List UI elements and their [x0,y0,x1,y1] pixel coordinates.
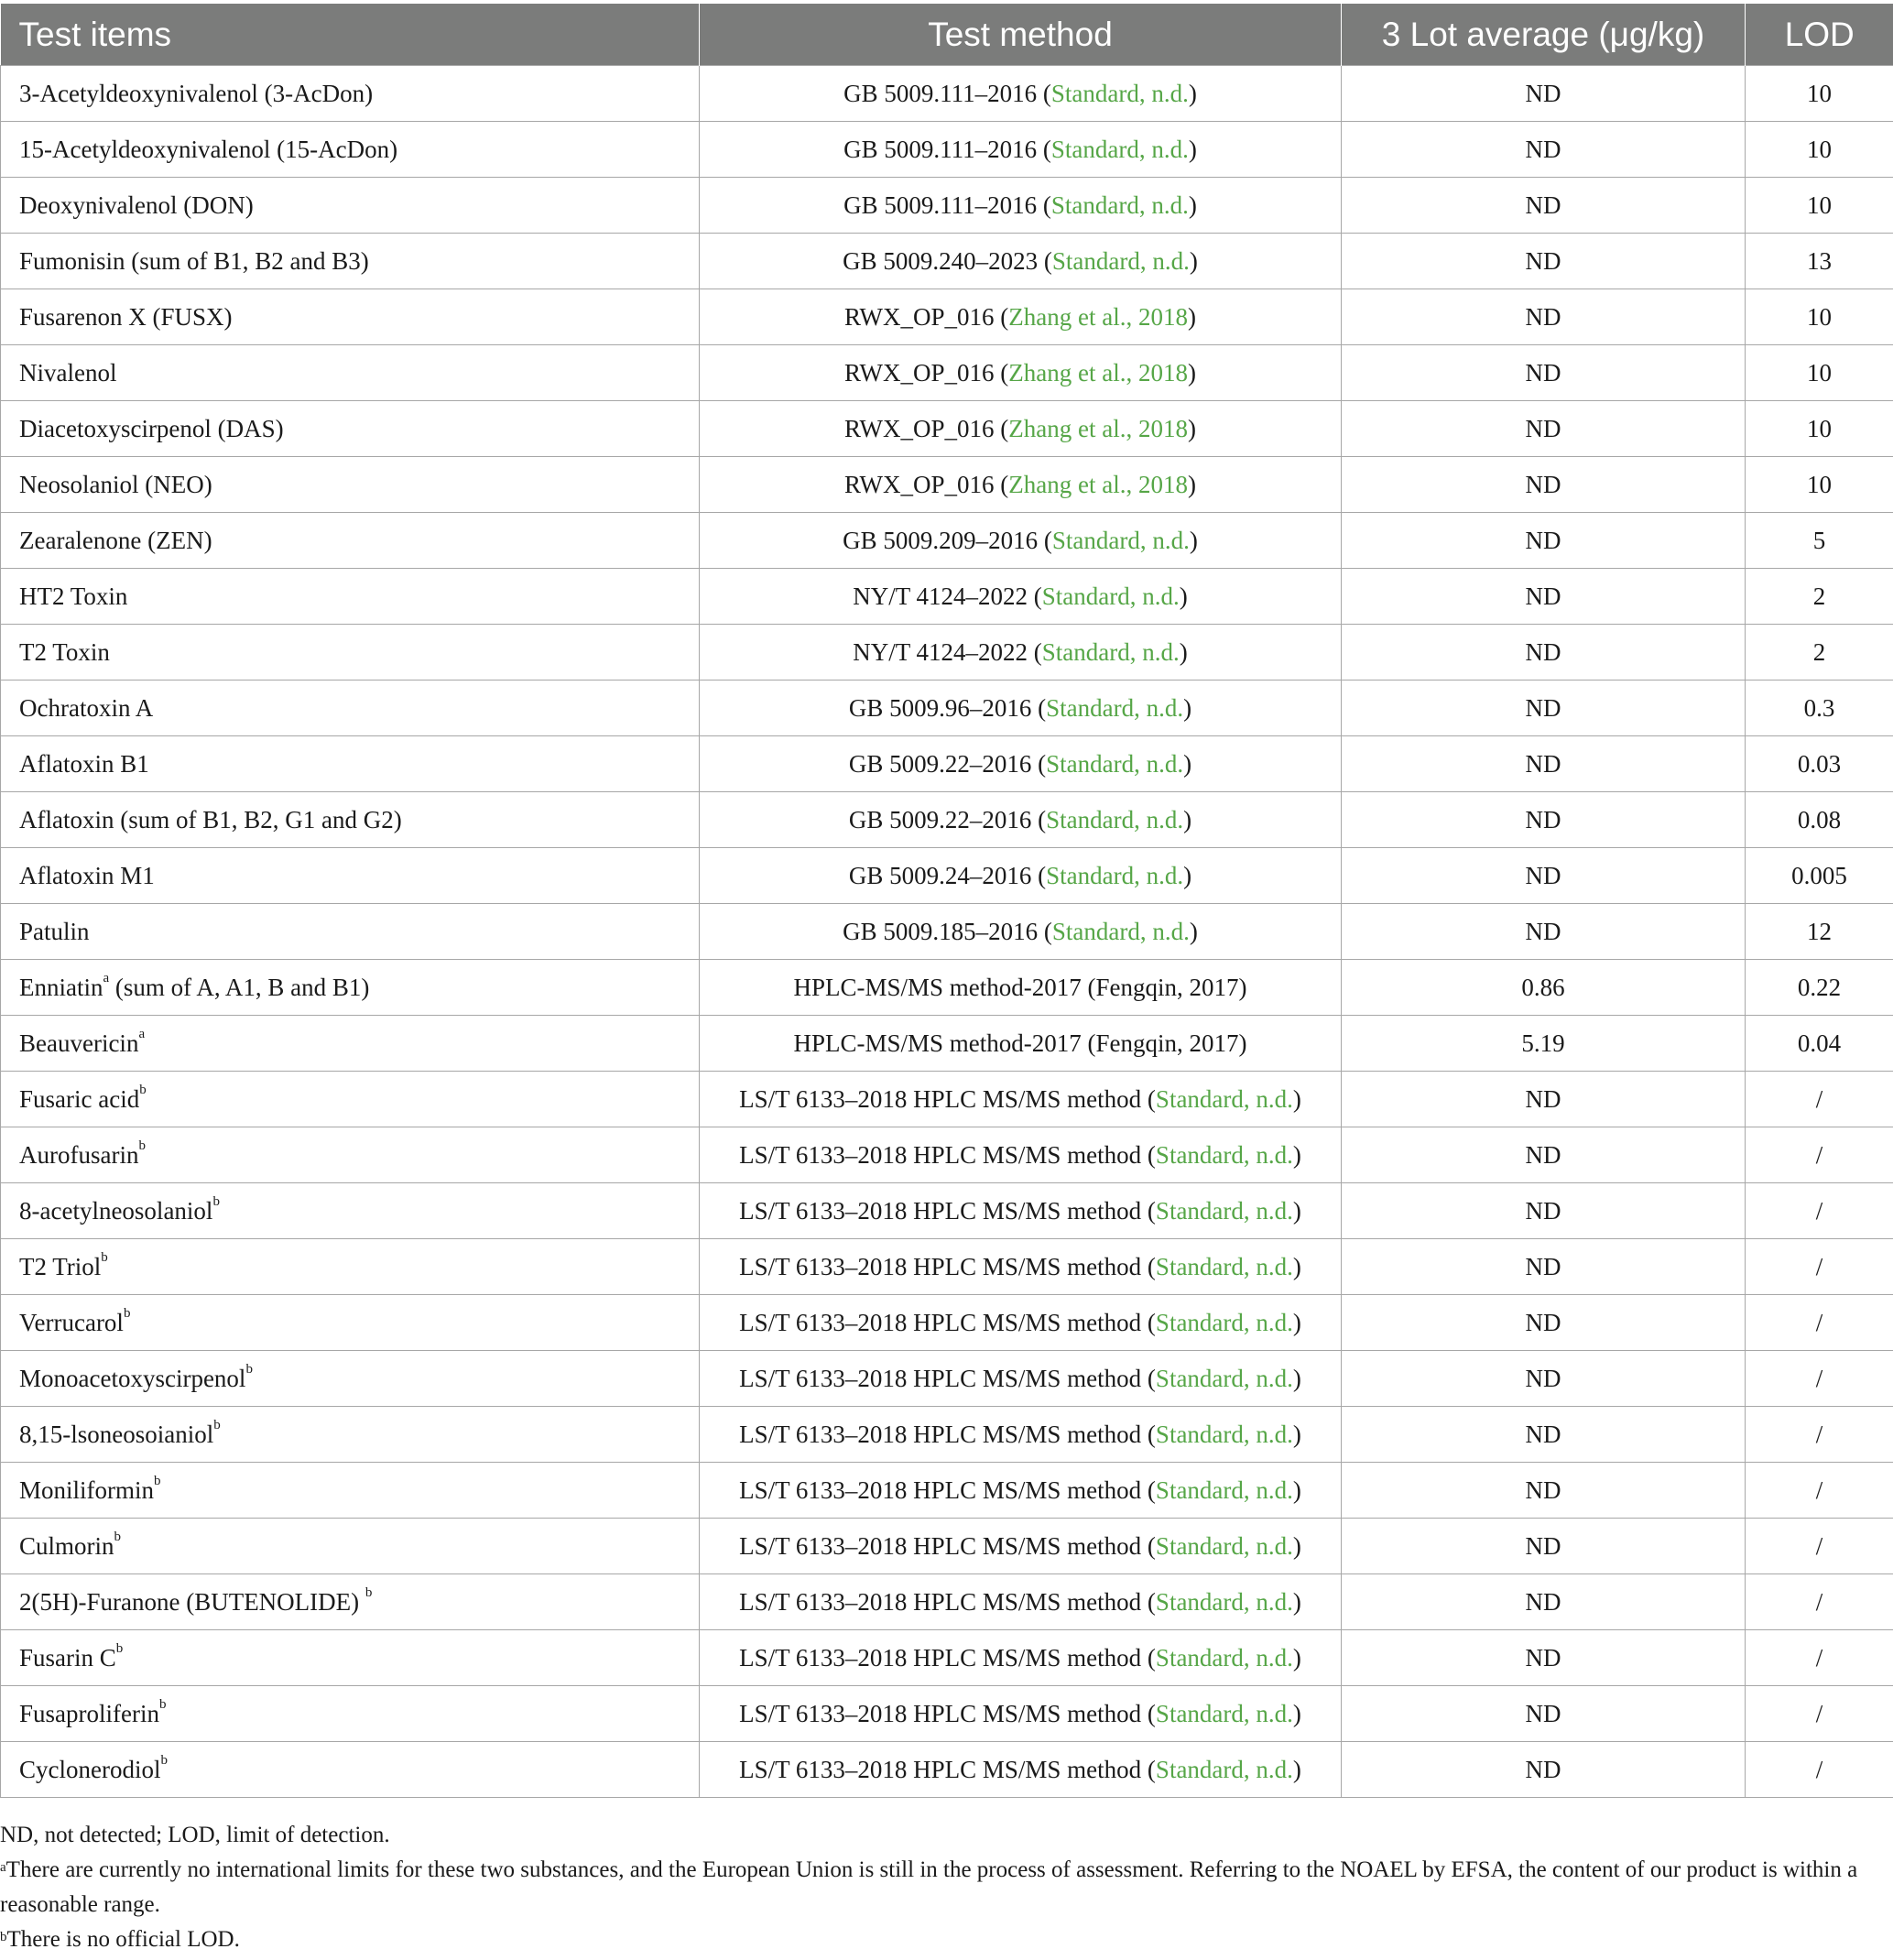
table-row [1,178,1893,234]
table-row [1,848,1893,904]
lod-cell: / [1746,1574,1893,1630]
table-row [1,345,1893,401]
lod-cell: / [1746,1351,1893,1407]
test-method-text: HPLC-MS/MS method-2017 [793,1029,1088,1057]
lot-average-cell: ND [1342,66,1746,122]
table-row [1,681,1893,736]
lod-cell: 0.03 [1746,736,1893,792]
header-lot-average: 3 Lot average (μg/kg) [1342,4,1746,66]
lot-average-cell: ND [1342,1574,1746,1630]
reference-link[interactable]: Standard, n.d. [1155,1196,1293,1225]
lot-average-cell: ND [1342,625,1746,681]
test-method-text: GB 5009.24–2016 [848,861,1039,889]
footnote-b-mark: b [0,1930,7,1944]
test-method-text: GB 5009.96–2016 [848,693,1039,722]
reference-link[interactable]: Standard, n.d. [1155,1140,1293,1169]
lod-cell: 10 [1746,345,1893,401]
test-method-text: NY/T 4124–2022 [853,637,1034,666]
lod-cell: / [1746,1519,1893,1574]
lod-cell: / [1746,1407,1893,1463]
table-row [1,1686,1893,1742]
table-row [1,513,1893,569]
test-method-cell: GB 5009.24–2016 (Standard, n.d.) [700,848,1342,904]
lot-average-cell: ND [1342,792,1746,848]
test-method-text: GB 5009.111–2016 [843,135,1043,163]
test-method-cell: GB 5009.185–2016 (Standard, n.d.) [700,904,1342,960]
test-item-cell [1,1463,700,1519]
reference-link[interactable]: Standard, n.d. [1155,1364,1293,1392]
test-method-cell: GB 5009.96–2016 (Standard, n.d.) [700,681,1342,736]
test-item-name: T2 Toxin [19,637,110,666]
footnote-marker: b [123,1305,131,1321]
test-item-name: Aurofusarin [19,1140,139,1169]
reference-link[interactable]: Standard, n.d. [1050,135,1189,163]
test-item-cell [1,681,700,736]
test-method-cell: LS/T 6133–2018 HPLC MS/MS method (Standard, n.d.) [700,1183,1342,1239]
test-item-name: Neosolaniol (NEO) [19,470,212,498]
table-row [1,457,1893,513]
test-method-cell: GB 5009.111–2016 (Standard, n.d.) [700,122,1342,178]
lot-average-cell: ND [1342,289,1746,345]
lod-cell: 0.04 [1746,1016,1893,1072]
reference-link[interactable]: Standard, n.d. [1051,526,1190,554]
table-header-row [1,4,1893,66]
lot-average-cell: ND [1342,1072,1746,1127]
test-item-name: Fusarin C [19,1643,116,1671]
lod-cell: 13 [1746,234,1893,289]
test-item-name: Monoacetoxyscirpenol [19,1364,246,1392]
test-method-text: LS/T 6133–2018 HPLC MS/MS method [739,1475,1148,1504]
test-item-name: 2(5H)-Furanone (BUTENOLIDE) [19,1587,365,1616]
reference-link[interactable]: Standard, n.d. [1046,749,1184,778]
footnote-marker: b [158,1696,167,1712]
lot-average-cell: ND [1342,1239,1746,1295]
header-lod: LOD [1746,4,1893,66]
lot-average-cell: ND [1342,122,1746,178]
test-item-name: Aflatoxin M1 [19,861,155,889]
lot-average-cell: ND [1342,1183,1746,1239]
footnote-b-text: There is no official LOD. [6,1927,240,1952]
reference-link[interactable]: Standard, n.d. [1155,1475,1293,1504]
test-item-cell [1,513,700,569]
lod-cell: 2 [1746,569,1893,625]
table-row [1,1574,1893,1630]
test-method-text: HPLC-MS/MS method-2017 [793,973,1088,1001]
table-row [1,569,1893,625]
table-row [1,1742,1893,1798]
test-method-cell: GB 5009.111–2016 (Standard, n.d.) [700,178,1342,234]
test-item-cell [1,1351,700,1407]
test-method-cell: GB 5009.209–2016 (Standard, n.d.) [700,513,1342,569]
test-method-text: GB 5009.185–2016 [843,917,1044,945]
test-item-name: Patulin [19,917,90,945]
test-method-text: LS/T 6133–2018 HPLC MS/MS method [739,1308,1148,1336]
table-row [1,1127,1893,1183]
test-method-cell: RWX_OP_016 (Zhang et al., 2018) [700,345,1342,401]
lot-average-cell: ND [1342,1519,1746,1574]
test-item-cell [1,904,700,960]
test-item-cell [1,401,700,457]
test-method-text: LS/T 6133–2018 HPLC MS/MS method [739,1531,1148,1560]
test-method-text: LS/T 6133–2018 HPLC MS/MS method [739,1364,1148,1392]
table-row [1,1463,1893,1519]
test-item-cell [1,122,700,178]
footnote-b [0,1922,1893,1957]
lot-average-cell: ND [1342,1127,1746,1183]
header-test-items: Test items [1,4,700,66]
test-method-text: LS/T 6133–2018 HPLC MS/MS method [739,1587,1148,1616]
test-method-cell: RWX_OP_016 (Zhang et al., 2018) [700,457,1342,513]
test-item-name: Beauvericin [19,1029,139,1057]
footnote-marker: b [154,1473,161,1488]
lod-cell: / [1746,1239,1893,1295]
lod-cell: / [1746,1295,1893,1351]
lot-average-cell: ND [1342,1742,1746,1798]
test-method-cell: NY/T 4124–2022 (Standard, n.d.) [700,569,1342,625]
table-row [1,1183,1893,1239]
test-item-name: Fumonisin (sum of B1, B2 and B3) [19,246,369,275]
test-method-text: LS/T 6133–2018 HPLC MS/MS method [739,1643,1148,1671]
test-method-cell: LS/T 6133–2018 HPLC MS/MS method (Standard, n.d.) [700,1742,1342,1798]
lot-average-cell: ND [1342,681,1746,736]
reference-link[interactable]: Zhang et al., 2018 [1008,414,1188,442]
test-method-text: LS/T 6133–2018 HPLC MS/MS method [739,1196,1148,1225]
test-method-text: LS/T 6133–2018 HPLC MS/MS method [739,1140,1148,1169]
footnote-abbreviations: ND, not detected; LOD, limit of detection. [0,1823,390,1847]
reference-link[interactable]: Standard, n.d. [1155,1420,1293,1448]
test-item-cell [1,1742,700,1798]
test-item-name: Ochratoxin A [19,693,154,722]
reference-link[interactable]: Standard, n.d. [1051,917,1190,945]
test-item-name: Verrucarol [19,1308,124,1336]
footnote-a [0,1853,1893,1922]
lot-average-cell: ND [1342,1630,1746,1686]
test-method-text: LS/T 6133–2018 HPLC MS/MS method [739,1755,1148,1783]
lod-cell: / [1746,1686,1893,1742]
reference-link[interactable]: Standard, n.d. [1046,861,1184,889]
table-row [1,904,1893,960]
reference-link[interactable]: Zhang et al., 2018 [1008,302,1188,331]
lod-cell: 0.3 [1746,681,1893,736]
table-row [1,1072,1893,1127]
lod-cell: / [1746,1127,1893,1183]
lod-cell: 10 [1746,401,1893,457]
footnote-marker: b [212,1193,220,1209]
test-method-text: LS/T 6133–2018 HPLC MS/MS method [739,1699,1148,1727]
lot-average-cell: 5.19 [1342,1016,1746,1072]
test-item-cell [1,625,700,681]
reference-link[interactable]: Standard, n.d. [1046,805,1184,833]
test-method-cell: LS/T 6133–2018 HPLC MS/MS method (Standard, n.d.) [700,1127,1342,1183]
test-item-cell [1,1072,700,1127]
table-row [1,66,1893,122]
test-method-cell: NY/T 4124–2022 (Standard, n.d.) [700,625,1342,681]
test-item-cell [1,960,700,1016]
test-method-cell: GB 5009.240–2023 (Standard, n.d.) [700,234,1342,289]
test-method-text: GB 5009.240–2023 [843,246,1044,275]
table-row [1,625,1893,681]
lot-average-cell: ND [1342,904,1746,960]
test-method-text: GB 5009.22–2016 [848,749,1039,778]
test-item-cell [1,1016,700,1072]
test-item-cell [1,66,700,122]
test-item-name: Fusarenon X (FUSX) [19,302,233,331]
test-item-cell [1,457,700,513]
lod-cell: / [1746,1742,1893,1798]
test-item-name: Enniatin [19,973,103,1001]
mycotoxin-test-table [0,4,1893,1798]
test-method-text: LS/T 6133–2018 HPLC MS/MS method [739,1252,1148,1280]
reference-link[interactable]: Standard, n.d. [1155,1755,1293,1783]
lod-cell: 2 [1746,625,1893,681]
reference-text: Fengqin, 2017 [1095,1029,1239,1057]
test-item-name: Moniliformin [19,1475,154,1504]
table-row [1,1016,1893,1072]
lot-average-cell: ND [1342,569,1746,625]
test-method-cell: LS/T 6133–2018 HPLC MS/MS method (Standard, n.d.) [700,1351,1342,1407]
reference-link[interactable]: Standard, n.d. [1155,1308,1293,1336]
test-method-text: GB 5009.209–2016 [843,526,1044,554]
test-item-cell [1,1686,700,1742]
test-item-cell [1,178,700,234]
test-method-cell: LS/T 6133–2018 HPLC MS/MS method (Standard, n.d.) [700,1574,1342,1630]
reference-link[interactable]: Standard, n.d. [1050,79,1189,107]
test-item-name: 8,15-lsoneosoianiol [19,1420,214,1448]
table-footnotes [0,1818,1893,1957]
lod-cell: 0.005 [1746,848,1893,904]
footnote-marker: b [115,1640,124,1656]
footnote-a-text: There are currently no international limits for these two substances, and the European Union is still in the process of assessment. Referring to the NOAEL by EFSA, the content of our product is within a reasonable range. [0,1857,1858,1917]
lod-cell: 0.22 [1746,960,1893,1016]
test-item-cell [1,1407,700,1463]
lot-average-cell: ND [1342,1295,1746,1351]
test-item-cell [1,234,700,289]
lot-average-cell: ND [1342,513,1746,569]
table-row [1,960,1893,1016]
footnote-marker: b [160,1752,168,1768]
test-method-text: GB 5009.22–2016 [848,805,1039,833]
test-item-cell [1,1630,700,1686]
footnote-marker: b [101,1249,108,1265]
lod-cell: 5 [1746,513,1893,569]
test-item-name: 15-Acetyldeoxynivalenol (15-AcDon) [19,135,398,163]
test-item-name: Fusaproliferin [19,1699,159,1727]
table-body [1,66,1893,1798]
test-item-cell [1,848,700,904]
test-item-name: T2 Triol [19,1252,102,1280]
test-method-text: LS/T 6133–2018 HPLC MS/MS method [739,1084,1148,1113]
lod-cell: 10 [1746,66,1893,122]
reference-link[interactable]: Standard, n.d. [1155,1252,1293,1280]
test-item-cell [1,1295,700,1351]
test-item-cell [1,1574,700,1630]
lot-average-cell: ND [1342,234,1746,289]
lot-average-cell: ND [1342,178,1746,234]
lod-cell: 10 [1746,178,1893,234]
test-method-cell: LS/T 6133–2018 HPLC MS/MS method (Standard, n.d.) [700,1407,1342,1463]
lot-average-cell: ND [1342,736,1746,792]
table-row [1,1407,1893,1463]
test-method-text: LS/T 6133–2018 HPLC MS/MS method [739,1420,1148,1448]
test-item-cell [1,1519,700,1574]
reference-link[interactable]: Zhang et al., 2018 [1008,470,1188,498]
test-method-cell: LS/T 6133–2018 HPLC MS/MS method (Standard, n.d.) [700,1519,1342,1574]
reference-text: Fengqin, 2017 [1095,973,1239,1001]
test-method-cell: RWX_OP_016 (Zhang et al., 2018) [700,289,1342,345]
test-method-text: NY/T 4124–2022 [853,582,1034,610]
lod-cell: / [1746,1183,1893,1239]
lot-average-cell: ND [1342,401,1746,457]
lod-cell: / [1746,1630,1893,1686]
test-method-cell: LS/T 6133–2018 HPLC MS/MS method (Standard, n.d.) [700,1686,1342,1742]
table-row [1,1239,1893,1295]
reference-link[interactable]: Standard, n.d. [1041,637,1180,666]
test-item-cell [1,569,700,625]
footnote-marker: b [114,1529,122,1544]
test-item-name: Culmorin [19,1531,114,1560]
test-method-cell: LS/T 6133–2018 HPLC MS/MS method (Standard, n.d.) [700,1295,1342,1351]
reference-link[interactable]: Standard, n.d. [1050,191,1189,219]
test-method-text: GB 5009.111–2016 [843,79,1043,107]
lot-average-cell: 0.86 [1342,960,1746,1016]
test-method-cell: GB 5009.22–2016 (Standard, n.d.) [700,736,1342,792]
reference-link[interactable]: Standard, n.d. [1155,1699,1293,1727]
reference-link[interactable]: Standard, n.d. [1155,1587,1293,1616]
lod-cell: / [1746,1072,1893,1127]
reference-link[interactable]: Standard, n.d. [1155,1531,1293,1560]
table-row [1,289,1893,345]
table-row [1,1519,1893,1574]
test-item-name: Diacetoxyscirpenol (DAS) [19,414,284,442]
test-method-cell: HPLC-MS/MS method-2017 (Fengqin, 2017) [700,960,1342,1016]
lot-average-cell: ND [1342,1686,1746,1742]
footnote-marker: a [138,1026,146,1041]
reference-link[interactable]: Standard, n.d. [1041,582,1180,610]
lot-average-cell: ND [1342,1463,1746,1519]
table-row [1,401,1893,457]
test-item-name: 8-acetylneosolaniol [19,1196,213,1225]
footnote-marker: b [364,1584,373,1600]
table-row [1,1351,1893,1407]
test-method-cell: RWX_OP_016 (Zhang et al., 2018) [700,401,1342,457]
test-item-name: Aflatoxin (sum of B1, B2, G1 and G2) [19,805,402,833]
table-row [1,1295,1893,1351]
table-row [1,736,1893,792]
lod-cell: / [1746,1463,1893,1519]
test-item-name: Fusaric acid [19,1084,140,1113]
test-item-name: Aflatoxin B1 [19,749,149,778]
test-method-cell: LS/T 6133–2018 HPLC MS/MS method (Standard, n.d.) [700,1239,1342,1295]
header-test-method: Test method [700,4,1342,66]
test-method-text: RWX_OP_016 [844,414,1001,442]
footnote-marker: b [213,1417,221,1432]
lot-average-cell: ND [1342,848,1746,904]
reference-link[interactable]: Standard, n.d. [1046,693,1184,722]
test-method-cell: GB 5009.111–2016 (Standard, n.d.) [700,66,1342,122]
test-item-name: Zearalenone (ZEN) [19,526,212,554]
test-item-cell [1,736,700,792]
footnote-marker: b [139,1082,147,1097]
lot-average-cell: ND [1342,345,1746,401]
footnote-marker: a [103,970,110,985]
test-method-text: RWX_OP_016 [844,302,1001,331]
footnote-marker: b [138,1138,146,1153]
test-item-cell [1,289,700,345]
lod-cell: 0.08 [1746,792,1893,848]
test-item-suffix: (sum of A, A1, B and B1) [109,973,370,1001]
reference-link[interactable]: Standard, n.d. [1155,1643,1293,1671]
reference-link[interactable]: Standard, n.d. [1155,1084,1293,1113]
test-item-cell [1,792,700,848]
table-row [1,234,1893,289]
test-method-text: GB 5009.111–2016 [843,191,1043,219]
reference-link[interactable]: Zhang et al., 2018 [1008,358,1188,387]
lot-average-cell: ND [1342,1351,1746,1407]
test-method-cell: GB 5009.22–2016 (Standard, n.d.) [700,792,1342,848]
table-row [1,122,1893,178]
test-item-name: Deoxynivalenol (DON) [19,191,254,219]
lot-average-cell: ND [1342,1407,1746,1463]
reference-link[interactable]: Standard, n.d. [1051,246,1190,275]
lod-cell: 12 [1746,904,1893,960]
test-method-cell: LS/T 6133–2018 HPLC MS/MS method (Standard, n.d.) [700,1630,1342,1686]
test-item-name: 3-Acetyldeoxynivalenol (3-AcDon) [19,79,374,107]
test-item-cell [1,1183,700,1239]
test-item-name: Cyclonerodiol [19,1755,161,1783]
footnote-marker: b [245,1361,253,1377]
lod-cell: 10 [1746,289,1893,345]
table-row [1,1630,1893,1686]
test-item-cell [1,1127,700,1183]
test-item-cell [1,1239,700,1295]
lod-cell: 10 [1746,122,1893,178]
lot-average-cell: ND [1342,457,1746,513]
test-item-name: Nivalenol [19,358,117,387]
test-method-cell: LS/T 6133–2018 HPLC MS/MS method (Standard, n.d.) [700,1072,1342,1127]
test-method-cell: LS/T 6133–2018 HPLC MS/MS method (Standard, n.d.) [700,1463,1342,1519]
table-row [1,792,1893,848]
test-item-name: HT2 Toxin [19,582,128,610]
footnote-a-mark: a [0,1860,6,1875]
test-method-text: RWX_OP_016 [844,470,1001,498]
lod-cell: 10 [1746,457,1893,513]
test-method-cell: HPLC-MS/MS method-2017 (Fengqin, 2017) [700,1016,1342,1072]
test-item-cell [1,345,700,401]
test-method-text: RWX_OP_016 [844,358,1001,387]
